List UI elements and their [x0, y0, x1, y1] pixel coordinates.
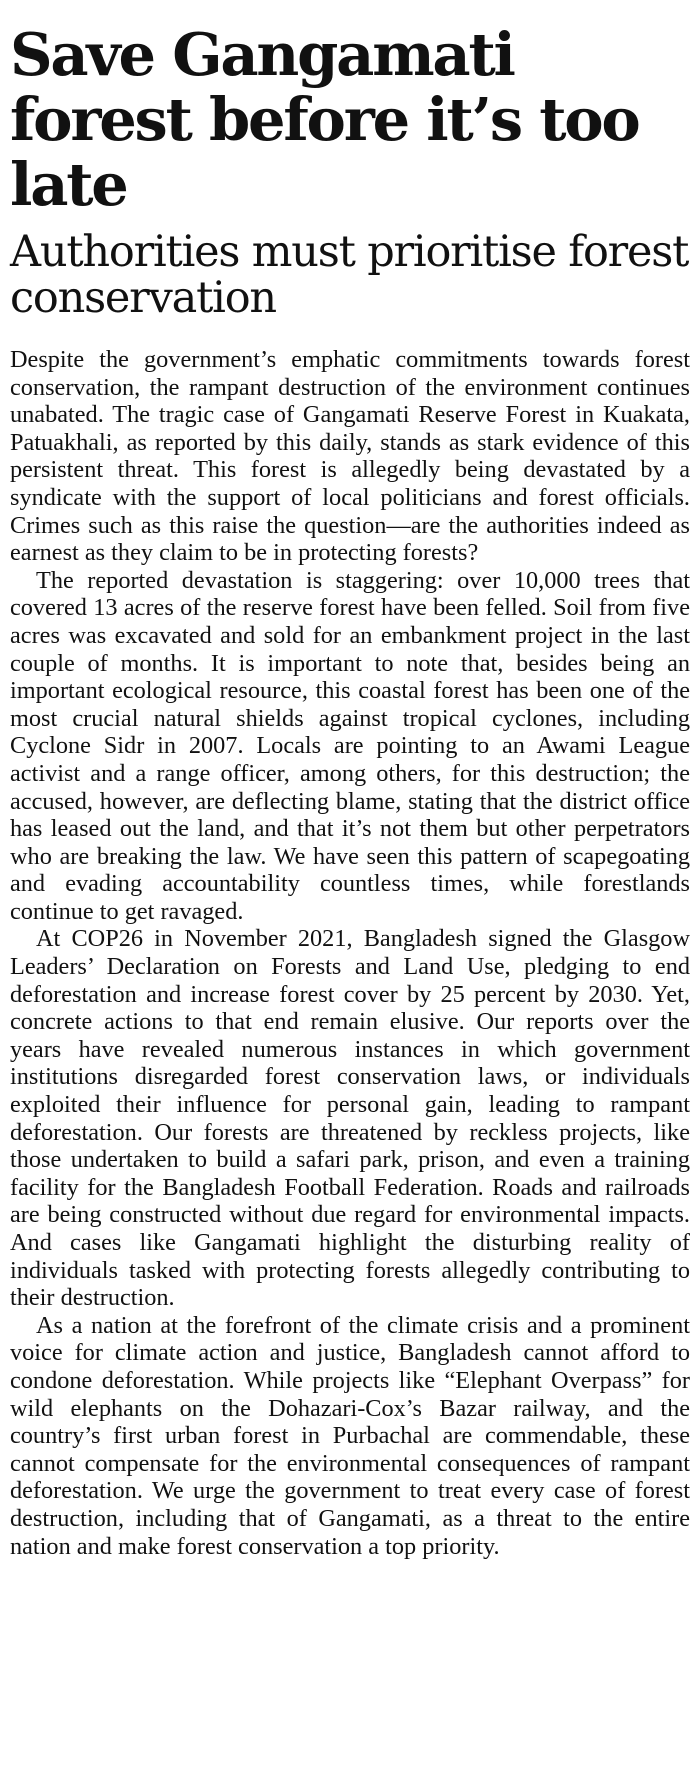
- paragraph-1: Despite the government’s emphatic commitments towards forest conservation, the rampant destruction of the environment continues unabated. The tragic case of Gangamati Reserve Forest in Kuakata, Patuakhali, as reported by this daily, stands as stark evidence of this persistent threat. This forest is allegedly being devastated by a syndicate with the support of local politicians and forest officials. Crimes such as this raise the question—are the authorities indeed as earnest as they claim to be in protecting forests?: [10, 346, 690, 567]
- subheadline: Authorities must prioritise forest conservation: [10, 227, 689, 323]
- headline: Save Gangamati forest before it’s too late: [10, 20, 639, 219]
- article-body: [10, 346, 690, 1560]
- paragraph-4: As a nation at the forefront of the climate crisis and a prominent voice for climate action and justice, Bangladesh cannot afford to condone deforestation. While projects like “Elephant Overpass” for wild elephants on the Dohazari-Cox’s Bazar railway, and the country’s first urban forest in Purbachal are commendable, these cannot compensate for the environmental consequences of rampant deforestation. We urge the government to treat every case of forest destruction, including that of Gangamati, as a threat to the entire nation and make forest conservation a top priority.: [10, 1311, 690, 1560]
- paragraph-3: At COP26 in November 2021, Bangladesh signed the Glasgow Leaders’ Declaration on Forests and Land Use, pledging to end deforestation and increase forest cover by 25 percent by 2030. Yet, concrete actions to that end remain elusive. Our reports over the years have revealed numerous instances in which government institutions disregarded forest conservation laws, or individuals exploited their influence for personal gain, leading to rampant deforestation. Our forests are threatened by reckless projects, like those undertaken to build a safari park, prison, and even a training facility for the Bangladesh Football Federation. Roads and railroads are being constructed without due regard for environmental impacts. And cases like Gangamati highlight the disturbing reality of individuals tasked with protecting forests allegedly contributing to their destruction.: [10, 925, 690, 1312]
- paragraph-2: The reported devastation is staggering: over 10,000 trees that covered 13 acres of the reserve forest have been felled. Soil from five acres was excavated and sold for an embankment project in the last couple of months. It is important to note that, besides being an important ecological resource, this coastal forest has been one of the most crucial natural shields against tropical cyclones, including Cyclone Sidr in 2007. Locals are pointing to an Awami League activist and a range officer, among others, for this destruction; the accused, however, are deflecting blame, stating that the district office has leased out the land, and that it’s not them but other perpetrators who are breaking the law. We have seen this pattern of scapegoating and evading accountability countless times, while forestlands continue to get ravaged.: [10, 566, 690, 925]
